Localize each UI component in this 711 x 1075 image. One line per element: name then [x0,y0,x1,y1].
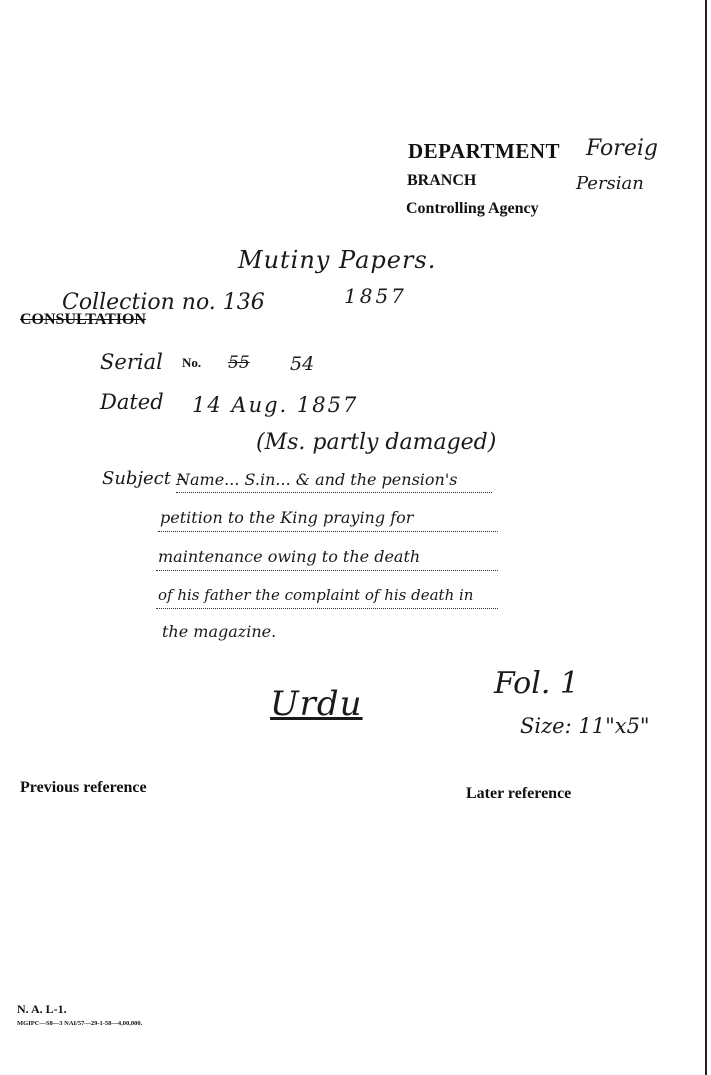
size: Size: 11"x5" [520,714,650,738]
mutiny-papers-title: Mutiny Papers. [238,246,437,274]
print-info: MGIPC—S8—3 NAI/57—29-1-58—4,00,000. [17,1020,143,1027]
subject-rule [158,531,498,532]
department-value: Foreig [586,136,658,161]
language: Urdu [270,684,363,724]
subject-label: Subject – [102,468,186,489]
controlling-agency-label: Controlling Agency [406,200,539,217]
serial-label: Serial [100,350,163,374]
subject-rule [176,492,492,493]
subject-line: Name... S.in... & and the pension's [176,470,458,489]
form-code: N. A. L-1. [17,1002,67,1016]
subject-line: petition to the King praying for [160,508,414,527]
consultation-label: CONSULTATION [20,311,146,328]
collection-number: Collection no. 136 [62,290,265,315]
year: 1857 [344,284,407,308]
later-reference-label: Later reference [466,785,572,802]
subject-line: of his father the complaint of his death in [158,586,474,604]
serial-value: 54 [290,353,315,375]
page-edge [705,0,707,1075]
serial-no-label: No. [182,355,202,370]
subject-line: maintenance owing to the death [158,547,421,566]
dated-value: 14 Aug. 1857 [192,393,359,417]
branch-value: Persian [576,173,644,194]
folio: Fol. 1 [494,666,579,701]
branch-label: BRANCH [407,172,477,189]
condition-note: (Ms. partly damaged) [256,430,497,455]
department-label: DEPARTMENT [408,139,561,163]
dated-label: Dated [100,390,164,414]
subject-rule [156,570,498,571]
previous-reference-label: Previous reference [20,779,147,796]
subject-line: the magazine. [162,622,277,641]
subject-rule [156,608,498,609]
serial-struck-value: 55 [228,353,250,373]
